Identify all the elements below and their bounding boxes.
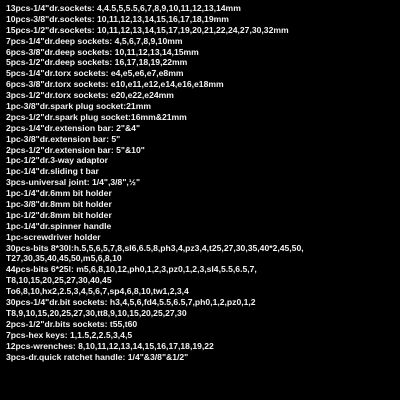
list-line-16: 1pc-1/4"dr.sliding t bar xyxy=(6,166,99,177)
list-line-11: 2pcs-1/2"dr.spark plug socket:16mm&21mm xyxy=(6,111,187,122)
list-line-9: 3pcs-1/2"dr.torx sockets: e20,e22,e24mm xyxy=(6,90,174,101)
list-line-27: To6,8,10,hx2,2.5,3,4,5,6,7,sp4,6,8,10,tw1,2,3,4 xyxy=(6,286,189,297)
list-line-22: 1pc-screwdriver holder xyxy=(6,231,101,242)
list-line-5: 6pcs-3/8"dr.deep sockets: 10,11,12,13,14,15mm xyxy=(6,46,199,57)
list-line-26: T8,10,15,20,25,27,30,40,45 xyxy=(6,275,112,286)
list-line-12: 2pcs-1/4"dr.extension bar: 2"&4" xyxy=(6,122,141,133)
list-line-4: 7pcs-1/4"dr.deep sockets: 4,5,6,7,8,9,10mm xyxy=(6,35,183,46)
list-line-15: 1pc-1/2"dr.3-way adaptor xyxy=(6,155,108,166)
list-line-23: 30pcs-bits 8*30l:h.5,5,6,5,7,8,sl6,6.5,8,ph3,4,pz3,4,t25,27,30,35,40*2,45,50, xyxy=(6,242,304,253)
list-line-28: 30pcs-1/4"dr.bit sockets: h3,4,5,6,fd4,5.5,6.5,7,ph0,1,2,pz0,1,2 xyxy=(6,297,256,308)
list-line-29: T8,9,10,15,20,25,27,30,tt8,9,10,15,20,25,27,30 xyxy=(6,307,187,318)
list-line-33: 3pcs-dr.quick ratchet handle: 1/4"&3/8"&1/2" xyxy=(6,351,189,362)
list-line-14: 2pcs-1/2"dr.extension bar: 5"&10" xyxy=(6,144,145,155)
list-line-19: 1pc-3/8"dr.8mm bit holder xyxy=(6,199,112,210)
list-line-17: 3pcs-universal joint: 1/4",3/8",½" xyxy=(6,177,141,188)
list-line-3: 15pcs-1/2"dr.sockets: 10,11,12,13,14,15,17,19,20,21,22,24,27,30,32mm xyxy=(6,24,289,35)
list-line-18: 1pc-1/4"dr.6mm bit holder xyxy=(6,188,112,199)
list-line-20: 1pc-1/2"dr.8mm bit holder xyxy=(6,209,112,220)
list-line-21: 1pc-1/4"dr.spinner handle xyxy=(6,220,112,231)
list-line-8: 6pcs-3/8"dr.torx sockets: e10,e11,e12,e14,e16,e18mm xyxy=(6,79,224,90)
list-line-2: 10pcs-3/8"dr.sockets: 10,11,12,13,14,15,16,17,18,19mm xyxy=(6,13,229,24)
list-line-13: 1pc-3/8"dr.extension bar: 5" xyxy=(6,133,121,144)
list-line-24: T27,30,35,40,45,50,m5,6,8,10 xyxy=(6,253,122,264)
list-line-7: 5pcs-1/4"dr.torx sockets: e4,e5,e6,e7,e8mm xyxy=(6,68,184,79)
list-line-30: 2pcs-1/2"dr.bits sockets: t55,t60 xyxy=(6,318,138,329)
list-line-32: 12pcs-wrenches: 8,10,11,12,13,14,15,16,17,18,19,22 xyxy=(6,340,214,351)
list-line-31: 7pcs-hex keys: 1,1.5,2,2.5,3,4,5 xyxy=(6,329,133,340)
list-line-6: 5pcs-1/2"dr.deep sockets: 16,17,18,19,22mm xyxy=(6,57,188,68)
list-line-10: 1pc-3/8"dr.spark plug socket:21mm xyxy=(6,101,151,112)
list-line-1: 13pcs-1/4"dr.sockets: 4,4.5,5,5.5,6,7,8,9,10,11,12,13,14mm xyxy=(6,3,241,13)
list-line-25: 44pcs-bits 6*25l: m5,6,8,10,12,ph0,1,2,3,pz0,1,2,3,sl4,5.5,6.5,7, xyxy=(6,264,257,275)
